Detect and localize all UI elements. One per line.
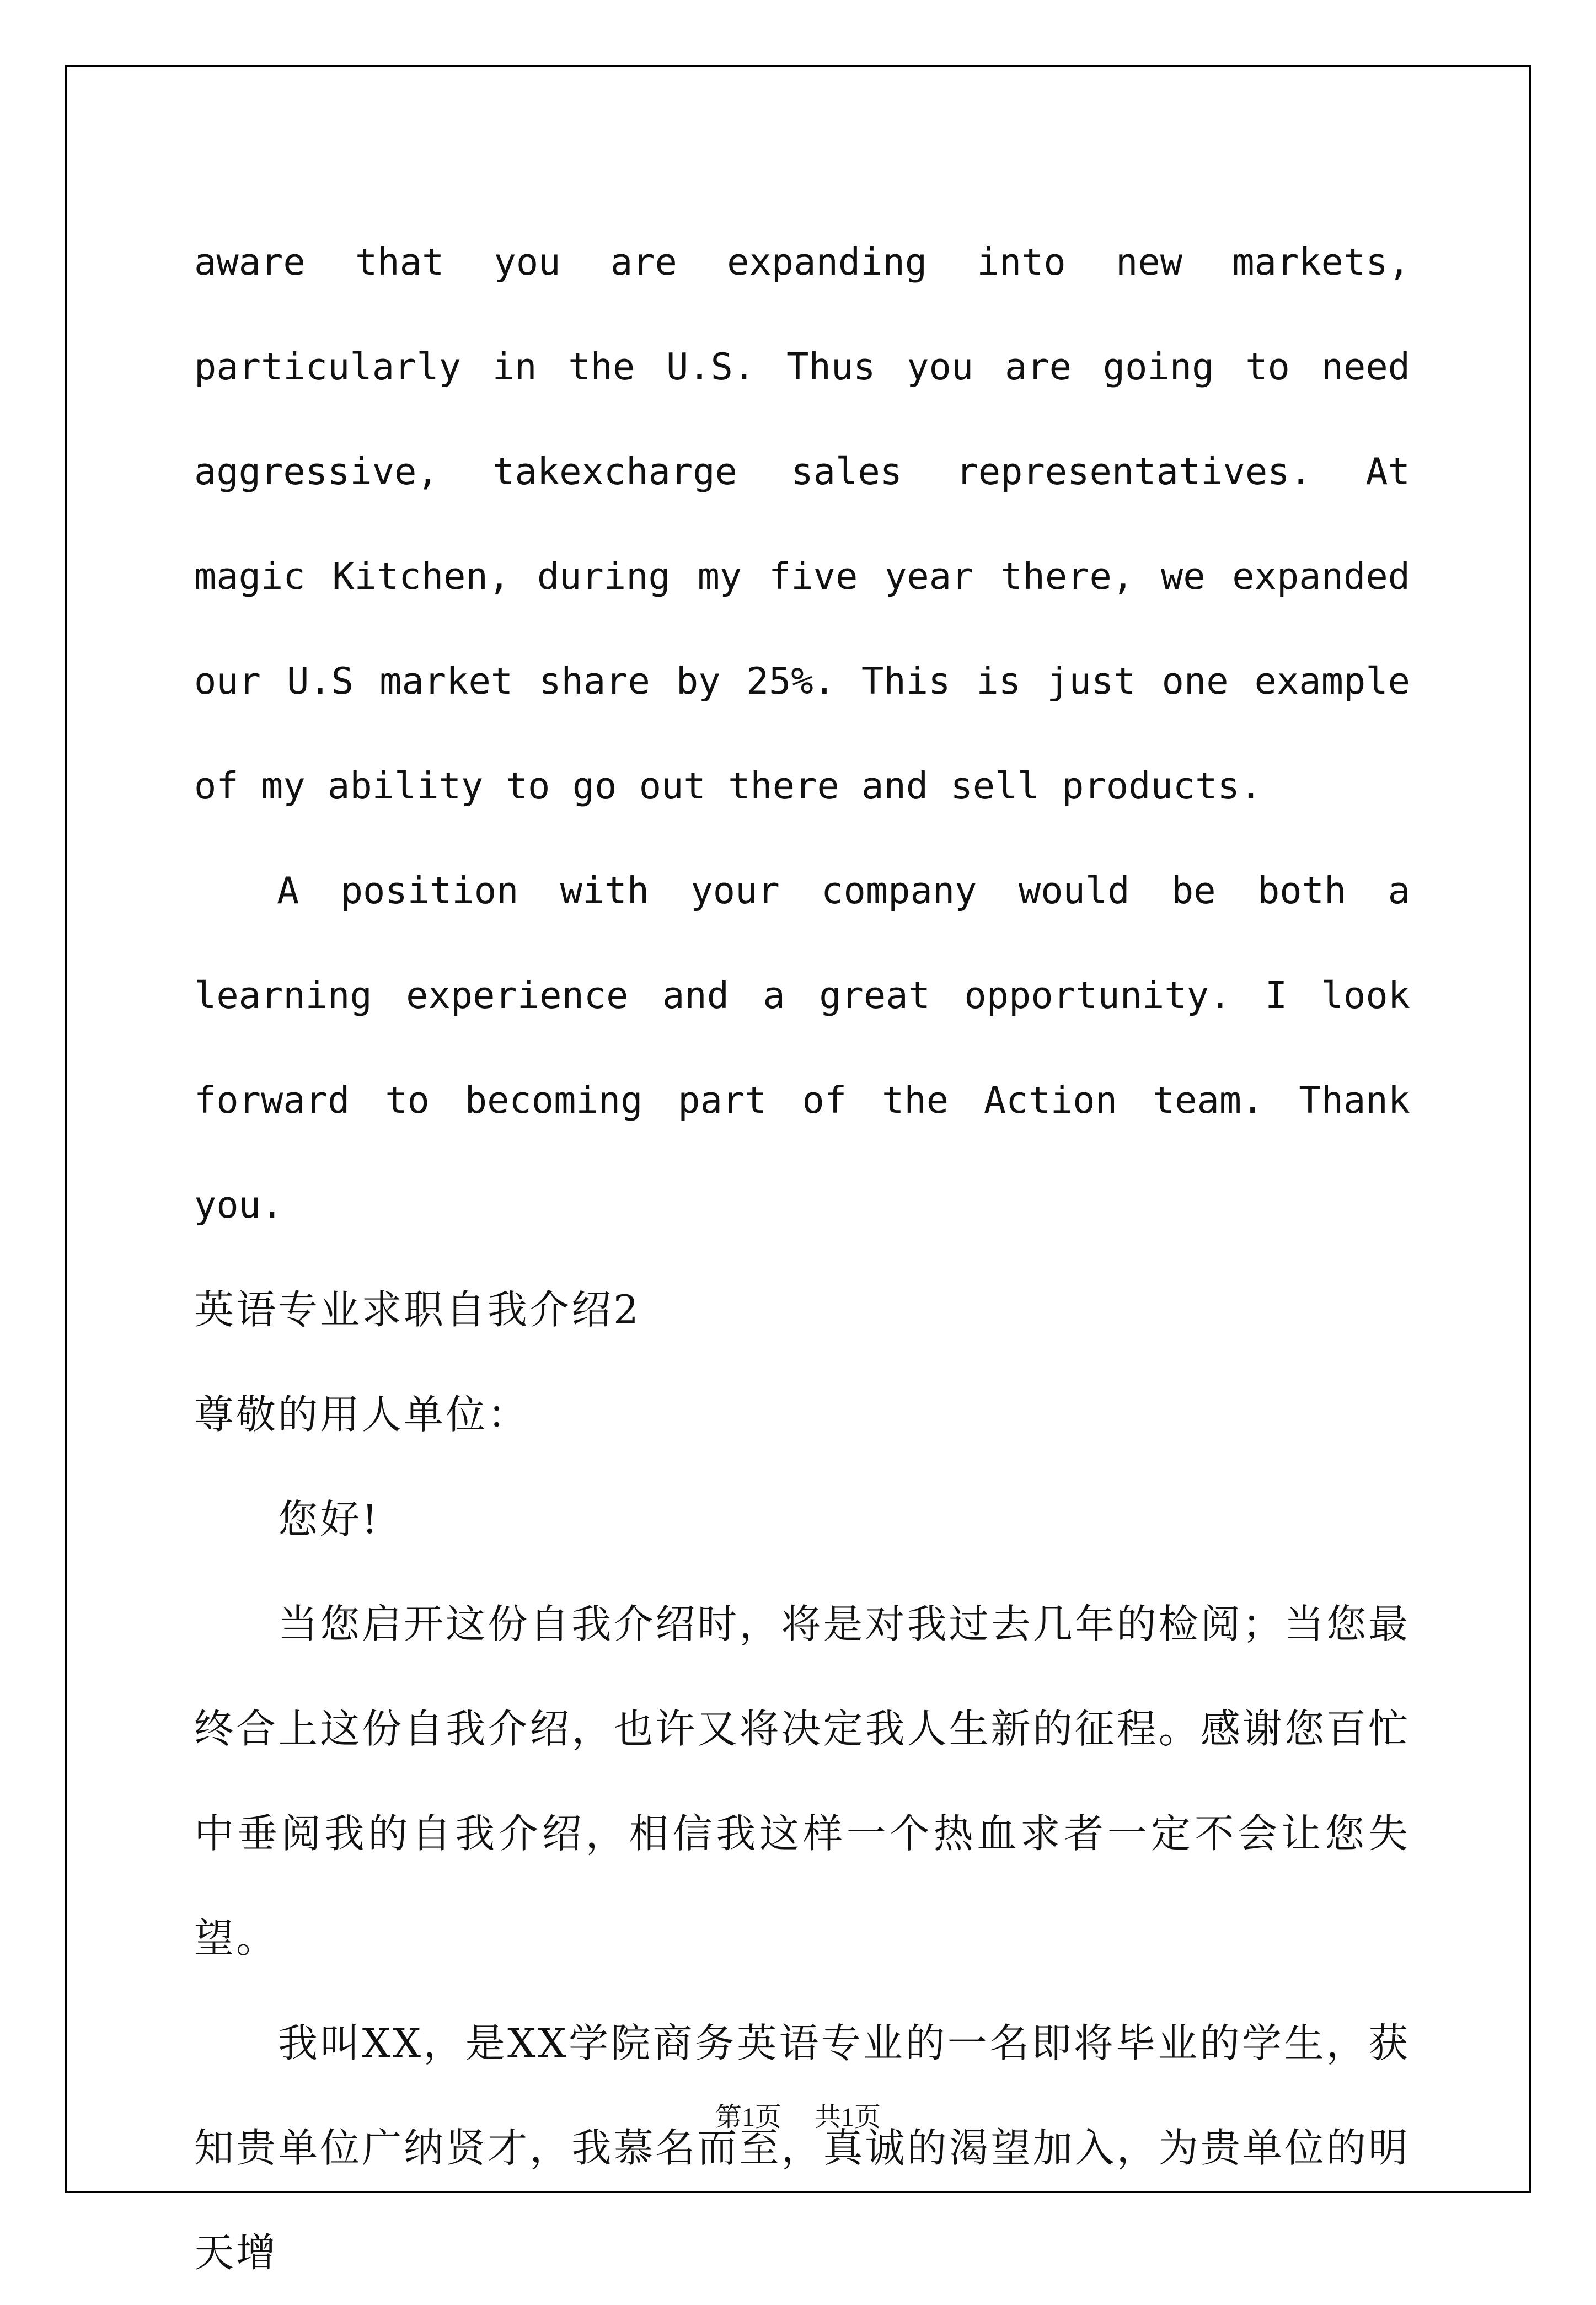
- english-paragraph-2-text: A position with your company would be both a learning experience and a great opportunity. I look forward to becoming part of the Action team. Thank you.: [194, 869, 1410, 1226]
- salutation: 尊敬的用人单位：: [194, 1391, 530, 1438]
- english-paragraph-1: aware that you are expanding into new markets, particularly in the U.S. Thus you are going to need aggressive, takexcharge sales representatives. At magic Kitchen, during my five year there, we expanded our U.S market share by 25%. This is just one example of my ability to go out there and sell products.: [194, 240, 1410, 807]
- document-body: [194, 210, 1410, 2305]
- english-paragraph-2: [194, 838, 1410, 1257]
- greeting: 您好!: [278, 1496, 380, 1542]
- chinese-paragraph-2: 我叫XX，是XX学院商务英语专业的一名即将毕业的学生，获知贵单位广纳贤才，我慕名而至，真诚的渴望加入，为贵单位的明天增: [194, 2020, 1410, 2276]
- page-footer: [0, 2095, 1596, 2134]
- page-number-current: 第1页: [715, 2103, 781, 2132]
- chinese-paragraph-1: 当您启开这份自我介绍时，将是对我过去几年的检阅；当您最终合上这份自我介绍，也许又将决定我人生新的征程。感谢您百忙中垂阅我的自我介绍，相信我这样一个热血求者一定不会让您失望。: [194, 1601, 1410, 1961]
- page-number-total: 共1页: [815, 2103, 881, 2132]
- section-heading: 英语专业求职自我介绍2: [194, 1286, 641, 1333]
